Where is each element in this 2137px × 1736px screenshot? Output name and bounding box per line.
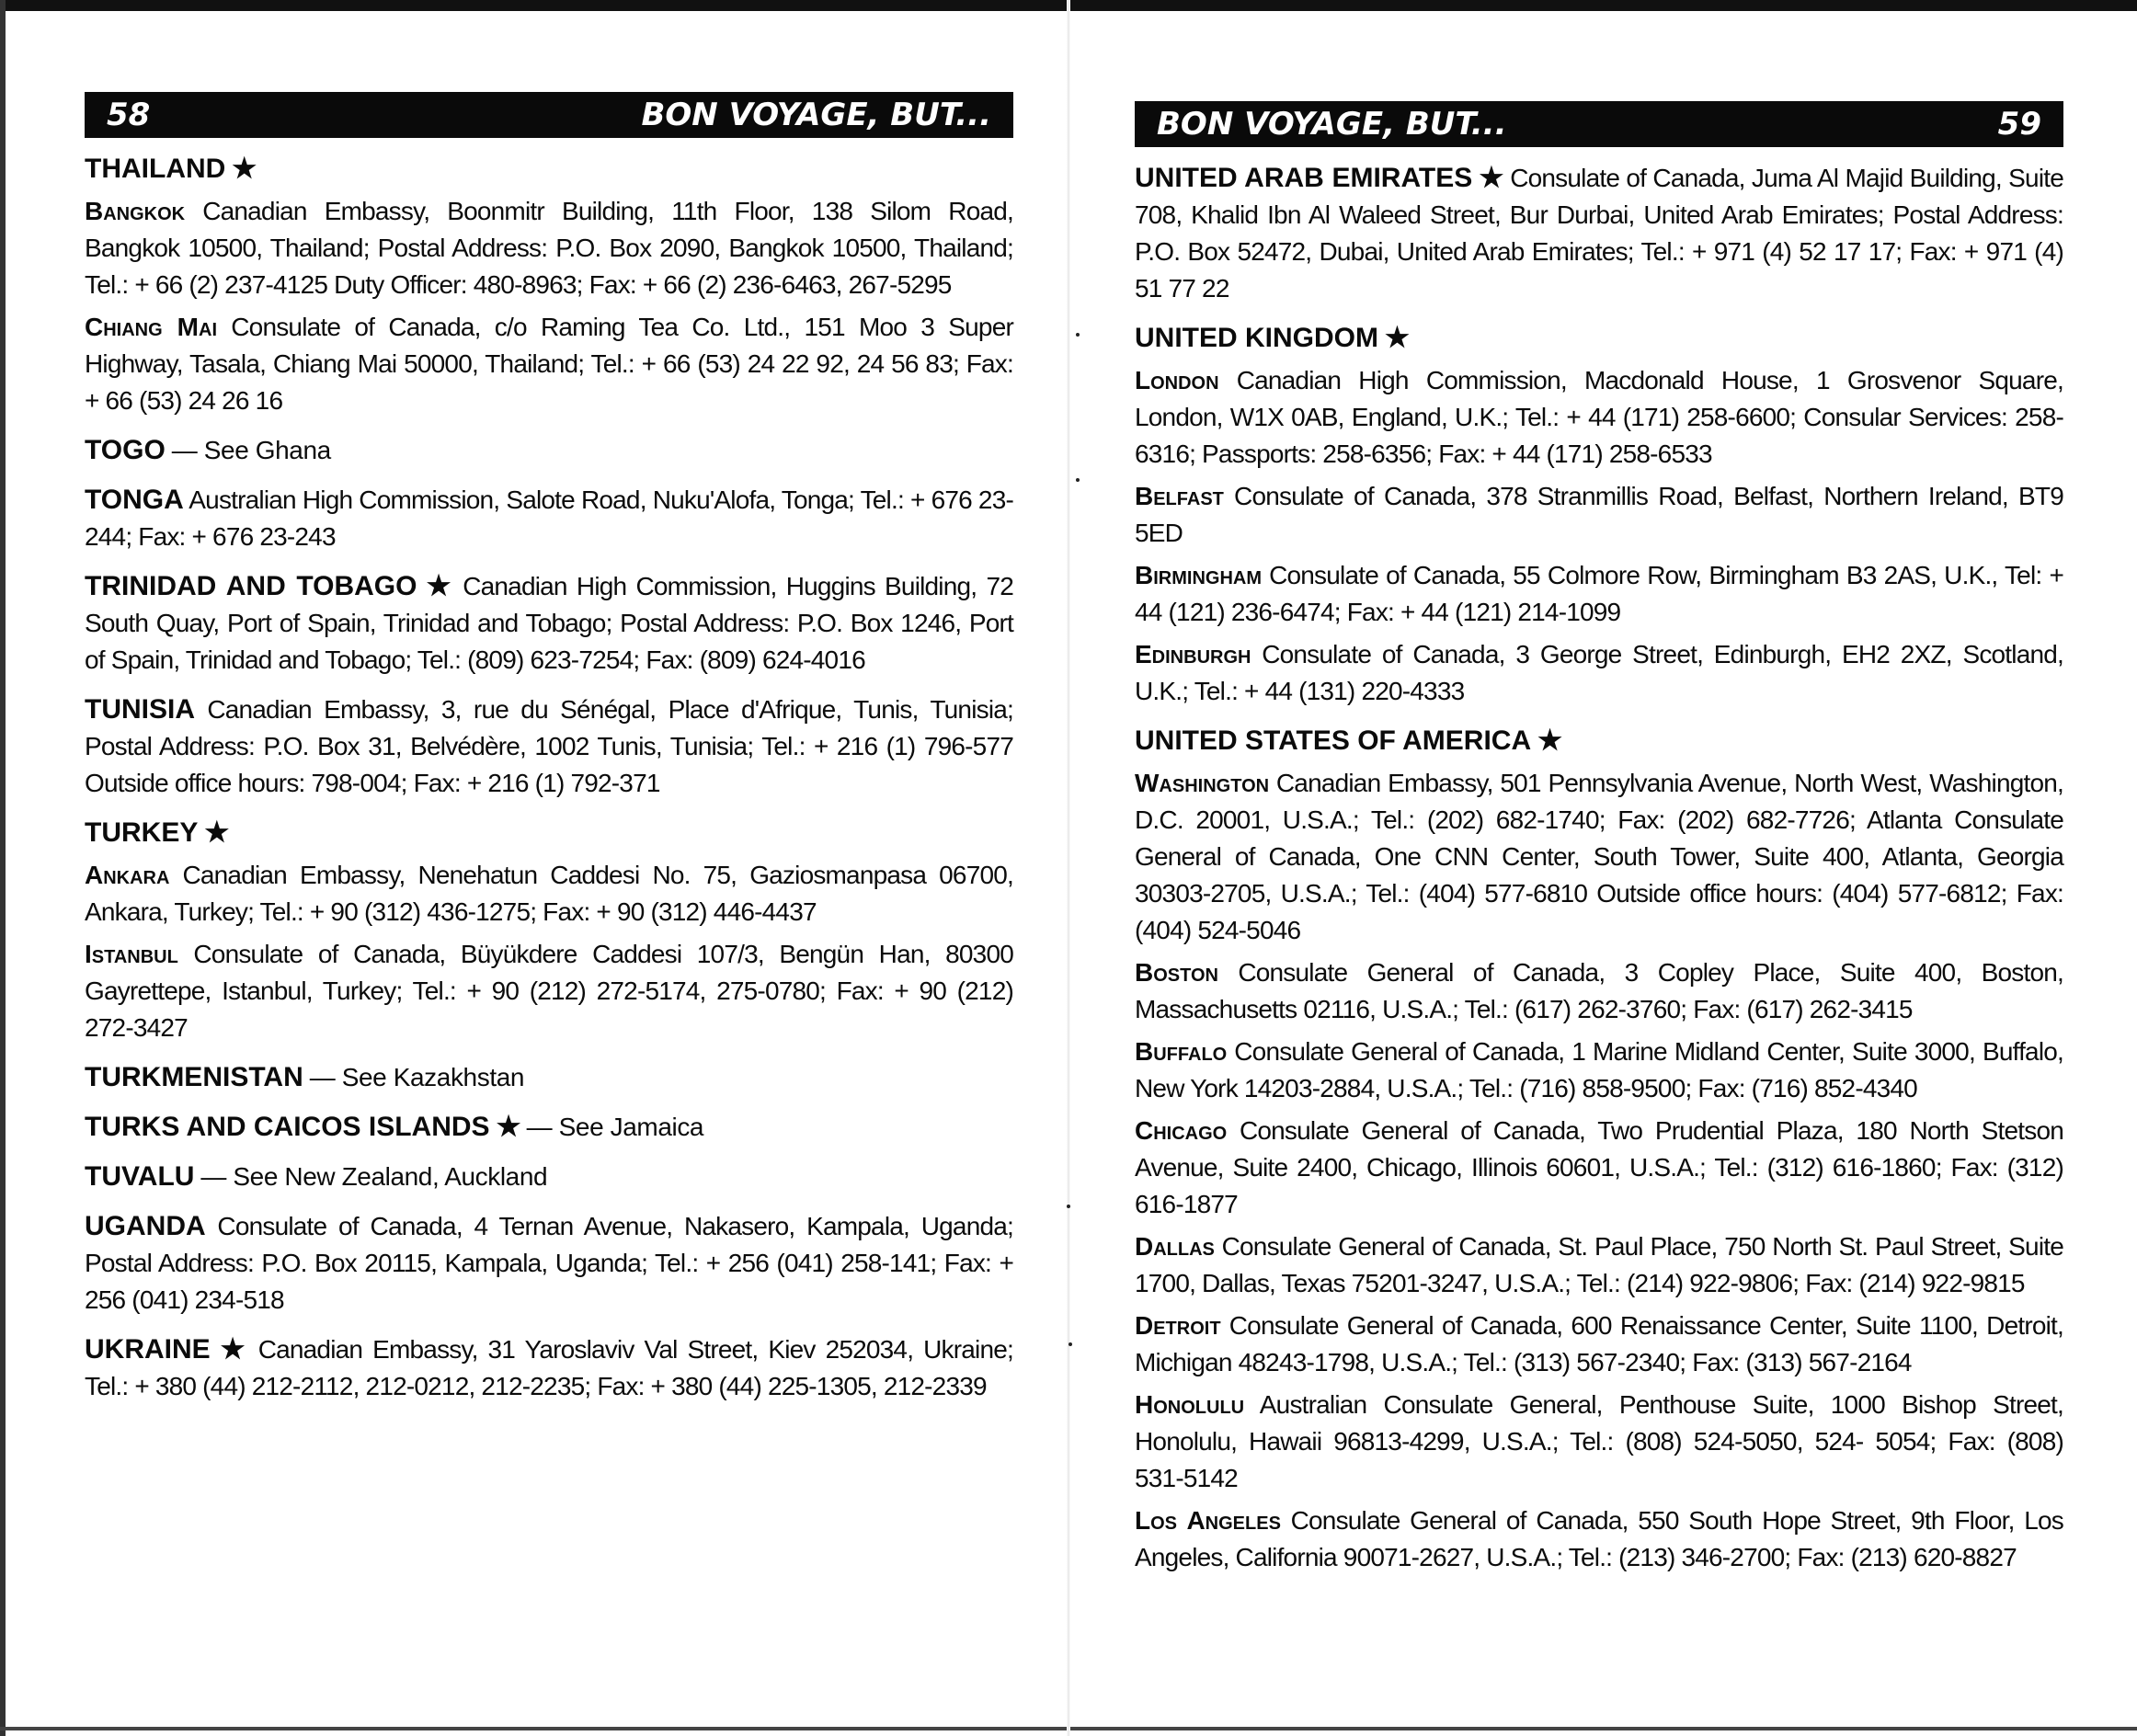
country-entry-tuvalu: [85, 1159, 1013, 1195]
country-name: UNITED STATES OF AMERICA: [1135, 725, 1532, 756]
city-entry: [85, 857, 1013, 931]
address-text: Consulate of Canada, 3 George Street, Edinburgh, EH2 2XZ, Scotland, U.K.; Tel.: + 44 (131) 220-4333: [1135, 640, 2063, 705]
country-name: THAILAND: [85, 154, 226, 184]
book-gutter: [1067, 0, 1070, 1736]
running-title: BON VOYAGE, BUT...: [1157, 106, 1507, 143]
scan-edge-left: [0, 0, 6, 1736]
city-name: Washington: [1135, 769, 1270, 797]
address-text: Consulate General of Canada, 3 Copley Place, Suite 400, Boston, Massachusetts 02116, U.S.A.; Tel.: (617) 262-3760; Fax: (617) 262-3415: [1135, 958, 2064, 1023]
city-name: London: [1135, 366, 1219, 394]
city-name: Edinburgh: [1135, 640, 1251, 668]
city-name: Ankara: [85, 861, 170, 889]
city-name: Boston: [1135, 958, 1218, 987]
country-entry-united-states: [1135, 723, 2063, 760]
city-name: Bangkok: [85, 197, 186, 225]
scan-speck: [1068, 1342, 1072, 1346]
country-entry-thailand: [85, 151, 1013, 188]
star-icon: ★: [204, 817, 229, 848]
scan-speck: [1076, 478, 1080, 482]
country-entry-turkmenistan: [85, 1059, 1013, 1096]
country-name: TUNISIA: [85, 694, 195, 725]
address-text: Consulate General of Canada, St. Paul Place, 750 North St. Paul Street, Suite 1700, Dallas, Texas 75201-3247, U.S.A.; Tel.: (214) 922-9806; Fax: (214) 922-9815: [1135, 1232, 2063, 1297]
city-entry: [85, 193, 1013, 303]
country-name: TURKMENISTAN: [85, 1062, 303, 1092]
country-entry-turkey: [85, 815, 1013, 851]
city-name: Honolulu: [1135, 1390, 1245, 1419]
city-name: Buffalo: [1135, 1037, 1228, 1066]
city-entry: [85, 309, 1013, 419]
country-entry-tonga: [85, 482, 1013, 555]
city-name: Istanbul: [85, 940, 178, 968]
address-text: Consulate of Canada, c/o Raming Tea Co. Ltd., 151 Moo 3 Super Highway, Tasala, Chiang Mai 50000, Thailand; Tel.: + 66 (53) 24 22 92, 24 56 83; Fax: + 66 (53) 24 26 16: [85, 313, 1013, 415]
country-entry-united-arab-emirates: [1135, 160, 2063, 307]
city-name: Detroit: [1135, 1311, 1221, 1340]
star-icon: ★: [426, 571, 453, 601]
page-number: 59: [1997, 106, 2041, 143]
address-text: Canadian Embassy, 501 Pennsylvania Avenue, North West, Washington, D.C. 20001, U.S.A.; Tel.: (202) 682-1740; Fax: (202) 682-7726; Atlanta Consulate General of Canada, One CNN Center, South Tower, Suite 400, Atlanta, Georgia 30303-2705, U.S.A.; Tel.: (404) 577-6810 Outside office hours: (404) 577-6812; Fax: (404) 524-5046: [1135, 769, 2063, 944]
city-entry: [1135, 557, 2063, 631]
address-text: Canadian Embassy, Boonmitr Building, 11th Floor, 138 Silom Road, Bangkok 10500, Thailand; Postal Address: P.O. Box 2090, Bangkok 10500, Thailand; Tel.: + 66 (2) 237-4125 Duty Officer: 480-8963; Fax: + 66 (2) 236-6463, 267-5295: [85, 197, 1013, 299]
country-name: TURKS AND CAICOS ISLANDS: [85, 1112, 490, 1142]
star-icon: ★: [1479, 163, 1503, 193]
cross-reference: — See New Zealand, Auckland: [200, 1162, 548, 1191]
cross-reference: — See Ghana: [171, 436, 331, 464]
address-text: Consulate General of Canada, 550 South Hope Street, 9th Floor, Los Angeles, California 90071-2627, U.S.A.; Tel.: (213) 346-2700; Fax: (213) 620-8827: [1135, 1506, 2063, 1571]
page-number: 58: [107, 97, 151, 133]
cross-reference: — See Kazakhstan: [309, 1063, 525, 1091]
country-entry-uganda: [85, 1208, 1013, 1319]
scan-speck: [1067, 1205, 1070, 1208]
address-text: Consulate of Canada, 378 Stranmillis Road, Belfast, Northern Ireland, BT9 5ED: [1135, 482, 2063, 547]
city-entry: [1135, 478, 2063, 552]
address-text: Australian High Commission, Salote Road, Nuku'Alofa, Tonga; Tel.: + 676 23-244; Fax: + 676 23-243: [85, 485, 1013, 551]
country-name: UNITED ARAB EMIRATES: [1135, 163, 1473, 193]
address-text: Canadian High Commission, Macdonald House, 1 Grosvenor Square, London, W1X 0AB, England, U.K.; Tel.: + 44 (171) 258-6600; Consular Services: 258-6316; Passports: 258-6356; Fax: + 44 (171) 258-6533: [1135, 366, 2063, 468]
star-icon: ★: [1537, 725, 1562, 756]
city-entry: [1135, 1034, 2063, 1107]
address-text: Consulate of Canada, Büyükdere Caddesi 107/3, Bengün Han, 80300 Gayrettepe, Istanbul, Turkey; Tel.: + 90 (212) 272-5174, 275-0780; Fax: + 90 (212) 272-3427: [85, 940, 1013, 1042]
star-icon: ★: [1384, 323, 1410, 353]
country-name: TONGA: [85, 485, 184, 515]
country-entry-turks-and-caicos: [85, 1109, 1013, 1146]
country-name: TRINIDAD AND TOBAGO: [85, 571, 417, 601]
country-entry-tunisia: [85, 691, 1013, 802]
city-entry: [1135, 954, 2063, 1028]
country-name: TOGO: [85, 435, 166, 465]
address-text: Consulate General of Canada, 600 Renaissance Center, Suite 1100, Detroit, Michigan 48243-1798, U.S.A.; Tel.: (313) 567-2340; Fax: (313) 567-2164: [1135, 1311, 2063, 1376]
address-text: Canadian Embassy, 31 Yaroslaviv Val Street, Kiev 252034, Ukraine; Tel.: + 380 (44) 212-2112, 212-0212, 212-2235; Fax: + 380 (44) 225-1305, 212-2339: [85, 1335, 1013, 1400]
address-text: Consulate of Canada, 55 Colmore Row, Birmingham B3 2AS, U.K., Tel: + 44 (121) 236-6474; Fax: + 44 (121) 214-1099: [1135, 561, 2064, 626]
city-entry: [1135, 1228, 2063, 1302]
city-entry: [85, 936, 1013, 1046]
scan-speck: [1076, 333, 1080, 337]
directory-content: [1135, 160, 2063, 1582]
directory-content: [85, 151, 1013, 1418]
city-name: Chicago: [1135, 1116, 1228, 1145]
country-entry-united-kingdom: [1135, 320, 2063, 357]
city-entry: [1135, 765, 2063, 949]
city-name: Belfast: [1135, 482, 1224, 510]
city-entry: [1135, 1113, 2063, 1223]
country-name: UKRAINE: [85, 1334, 211, 1365]
country-entry-trinidad-and-tobago: [85, 568, 1013, 679]
city-name: Birmingham: [1135, 561, 1262, 589]
city-entry: [1135, 1308, 2063, 1381]
running-header: [1135, 101, 2063, 147]
city-entry: [1135, 1387, 2063, 1497]
running-title: BON VOYAGE, BUT...: [641, 97, 991, 133]
country-entry-ukraine: [85, 1331, 1013, 1405]
city-entry: [1135, 636, 2063, 710]
address-text: Canadian Embassy, Nenehatun Caddesi No. 75, Gaziosmanpasa 06700, Ankara, Turkey; Tel.: + 90 (312) 436-1275; Fax: + 90 (312) 446-4437: [85, 861, 1013, 926]
country-name: TUVALU: [85, 1161, 195, 1192]
star-icon: ★: [496, 1112, 520, 1142]
address-text: Canadian Embassy, 3, rue du Sénégal, Place d'Afrique, Tunis, Tunisia; Postal Address: P.O. Box 31, Belvédère, 1002 Tunis, Tunisia; Tel.: + 216 (1) 796-577 Outside office hours: 798-004; Fax: + 216 (1) 792-371: [85, 695, 1013, 797]
country-name: TURKEY: [85, 817, 199, 848]
country-name: UGANDA: [85, 1211, 206, 1241]
city-name: Los Angeles: [1135, 1506, 1281, 1535]
star-icon: ★: [232, 154, 257, 184]
address-text: Consulate General of Canada, Two Prudential Plaza, 180 North Stetson Avenue, Suite 2400, Chicago, Illinois 60601, U.S.A.; Tel.: (312) 616-1860; Fax: (312) 616-1877: [1135, 1116, 2063, 1218]
running-header: [85, 92, 1013, 138]
star-icon: ★: [220, 1334, 248, 1365]
cross-reference: — See Jamaica: [526, 1113, 704, 1141]
address-text: Canadian High Commission, Huggins Building, 72 South Quay, Port of Spain, Trinidad and Tobago; Postal Address: P.O. Box 1246, Port of Spain, Trinidad and Tobago; Tel.: (809) 623-7254; Fax: (809) 624-4016: [85, 572, 1013, 674]
city-name: Dallas: [1135, 1232, 1215, 1261]
city-entry: [1135, 362, 2063, 473]
address-text: Consulate of Canada, Juma Al Majid Building, Suite 708, Khalid Ibn Al Waleed Street, Bur Durbai, United Arab Emirates; Postal Address: P.O. Box 52472, Dubai, United Arab Emirates; Tel.: + 971 (4) 52 17 17; Fax: + 971 (4) 51 77 22: [1135, 164, 2063, 303]
address-text: Australian Consulate General, Penthouse Suite, 1000 Bishop Street, Honolulu, Hawaii 96813-4299, U.S.A.; Tel.: (808) 524-5050, 524- 5054; Fax: (808) 531-5142: [1135, 1390, 2064, 1492]
country-entry-togo: [85, 432, 1013, 469]
city-entry: [1135, 1502, 2063, 1576]
country-name: UNITED KINGDOM: [1135, 323, 1378, 353]
address-text: Consulate of Canada, 4 Ternan Avenue, Nakasero, Kampala, Uganda; Postal Address: P.O. Box 20115, Kampala, Uganda; Tel.: + 256 (041) 258-141; Fax: + 256 (041) 234-518: [85, 1212, 1013, 1314]
address-text: Consulate General of Canada, 1 Marine Midland Center, Suite 3000, Buffalo, New York 14203-2884, U.S.A.; Tel.: (716) 858-9500; Fax: (716) 852-4340: [1135, 1037, 2064, 1102]
city-name: Chiang Mai: [85, 313, 218, 341]
